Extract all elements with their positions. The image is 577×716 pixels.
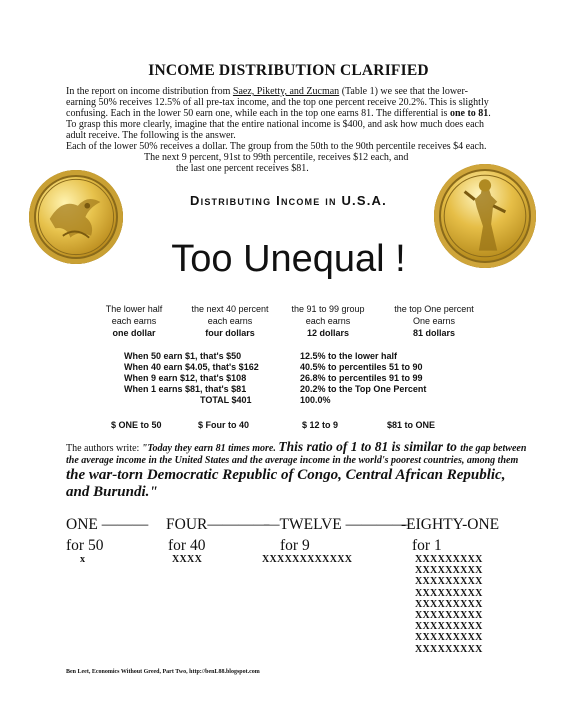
x-row: XXXXXXXXX bbox=[415, 565, 483, 577]
group-label: One earns bbox=[412, 316, 456, 326]
scale-label: FOUR———— bbox=[166, 516, 270, 533]
quote-text: the gap between the average income in the United States and the average income in the world's poorest countries, among them bbox=[66, 443, 527, 466]
intro-text: earning 50% receives 12.5% of all pre-tax income, and the top one percent receive 20.2%. This is slightly bbox=[66, 97, 489, 108]
intro-text: The next 9 percent, 91st to 99th percentile, receives $12 each, and bbox=[144, 152, 409, 163]
authors-link[interactable]: Saez, Piketty, and Zucman bbox=[232, 86, 340, 97]
ratio-label: $ 12 to 9 bbox=[302, 420, 339, 430]
calc-row bbox=[124, 362, 454, 373]
scale-group: for 1 bbox=[412, 537, 442, 554]
ratio-label: $ ONE to 50 bbox=[111, 420, 162, 430]
main-headline: Too Unequal ! bbox=[171, 238, 406, 280]
intro-text: In the report on income distribution from bbox=[66, 86, 233, 97]
ratio-label: $ Four to 40 bbox=[198, 420, 250, 430]
group-amount: four dollars bbox=[205, 328, 255, 338]
group-top-one bbox=[380, 303, 488, 339]
x-row: XXXXXXXXX bbox=[415, 621, 483, 633]
ratio-label: $81 to ONE bbox=[387, 420, 436, 430]
group-label: the next 40 percent bbox=[191, 304, 269, 314]
calc-right: 12.5% to the lower half bbox=[300, 351, 398, 361]
intro-text: (Table 1) we see that the lower- bbox=[339, 86, 468, 97]
calc-right: 20.2% to the Top One Percent bbox=[300, 384, 427, 394]
section-heading: Distributing Income in U.S.A. bbox=[190, 193, 387, 208]
calc-right: 40.5% to percentiles 51 to 90 bbox=[300, 362, 423, 372]
footer-credit: Ben Leet, Economics Without Greed, Part Two, http://benL88.blogspot.com bbox=[66, 669, 260, 675]
scale-top-row bbox=[66, 516, 536, 534]
group-91-99 bbox=[280, 303, 376, 339]
intro-text: Each of the lower 50% receives a dollar. The group from the 50th to the 90th percentile receives $4 each. bbox=[66, 141, 487, 152]
scale-label: ONE ——— bbox=[66, 516, 149, 533]
group-lower-half bbox=[94, 303, 174, 339]
group-next-40 bbox=[178, 303, 282, 339]
calc-total-left: TOTAL $401 bbox=[200, 395, 252, 405]
x-count-one: x bbox=[80, 554, 86, 565]
quote-lead: The authors write: bbox=[66, 443, 142, 454]
calc-row bbox=[124, 351, 454, 362]
calc-left: When 1 earns $81, that's $81 bbox=[124, 384, 247, 394]
scale-bottom-row bbox=[66, 537, 536, 555]
group-amount: one dollar bbox=[112, 328, 156, 338]
scale-group: for 50 bbox=[66, 537, 104, 554]
quote-text: "Today they earn 81 times more. bbox=[141, 443, 279, 454]
calc-total-right: 100.0% bbox=[300, 395, 331, 405]
calc-total-row bbox=[124, 395, 454, 406]
x-row: XXXXXXXXX bbox=[415, 576, 483, 588]
x-row: XXXXXXXXX bbox=[415, 587, 483, 599]
group-label: each earns bbox=[111, 316, 157, 326]
scale-group: for 9 bbox=[280, 537, 310, 554]
x-row: XXXXXXXXX bbox=[415, 632, 483, 644]
quote-emphasis: This ratio of 1 to 81 is similar to bbox=[278, 439, 461, 454]
calc-left: When 9 earn $12, that's $108 bbox=[124, 373, 247, 383]
calc-right: 26.8% to percentiles 91 to 99 bbox=[300, 373, 423, 383]
x-count-twelve: XXXXXXXXXXXX bbox=[262, 554, 353, 565]
scale-label: —TWELVE ———— bbox=[264, 516, 408, 533]
group-label: each earns bbox=[305, 316, 351, 326]
x-row: XXXXXXXXX bbox=[415, 554, 483, 565]
intro-text: the last one percent receives $81. bbox=[176, 163, 309, 174]
intro-paragraph bbox=[66, 86, 528, 174]
scale-group: for 40 bbox=[168, 537, 206, 554]
calc-left: When 40 earn $4.05, that's $162 bbox=[124, 362, 259, 372]
authors-quote bbox=[66, 441, 528, 501]
intro-text: . bbox=[488, 108, 491, 119]
scale-label: -EIGHTY-ONE bbox=[401, 516, 500, 533]
x-count-four: XXXX bbox=[172, 554, 203, 565]
intro-text: To grasp this more clearly, imagine that the entire national income is $400, and ask how much does each bbox=[66, 119, 484, 130]
intro-text: adult receive. The following is the answer. bbox=[66, 130, 236, 141]
x-row: XXXXXXXXX bbox=[415, 598, 483, 610]
document-title: INCOME DISTRIBUTION CLARIFIED bbox=[148, 62, 429, 79]
calculation-table bbox=[124, 351, 454, 406]
quote-emphasis: the war-torn Democratic Republic of Congo, Central African Republic, and Burundi." bbox=[66, 467, 506, 500]
calc-row bbox=[124, 373, 454, 384]
group-label: the top One percent bbox=[394, 304, 474, 314]
group-amount: 12 dollars bbox=[306, 328, 350, 338]
group-label: The lower half bbox=[105, 304, 163, 314]
group-label: the 91 to 99 group bbox=[291, 304, 365, 314]
intro-emphasis: one to 81 bbox=[449, 108, 489, 119]
x-row: XXXXXXXXX bbox=[415, 610, 483, 622]
group-label: each earns bbox=[207, 316, 253, 326]
intro-text: confusing. Each in the lower 50 earn one, while each in the top one earns 81. The differential is bbox=[66, 108, 450, 119]
calc-left: When 50 earn $1, that's $50 bbox=[124, 351, 242, 361]
x-count-eightyone bbox=[415, 554, 483, 655]
group-amount: 81 dollars bbox=[412, 328, 456, 338]
x-row: XXXXXXXXX bbox=[415, 643, 483, 655]
calc-row bbox=[124, 384, 454, 395]
